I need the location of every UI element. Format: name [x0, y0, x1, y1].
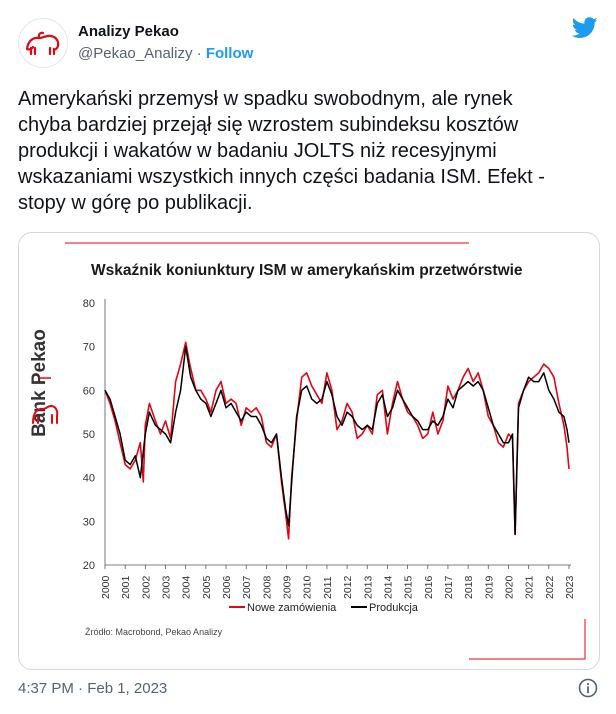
y-tick-label: 70 — [82, 341, 95, 354]
x-tick-label: 2002 — [140, 575, 153, 599]
legend-label: Produkcja — [369, 602, 418, 614]
x-tick-label: 2010 — [301, 575, 314, 599]
author-name[interactable]: Analizy Pekao — [78, 23, 179, 40]
x-tick-label: 2004 — [180, 575, 193, 599]
y-tick-label: 60 — [82, 385, 95, 398]
x-tick-label: 2014 — [382, 575, 395, 599]
tweet-timestamp[interactable]: 4:37 PM · Feb 1, 2023 — [18, 680, 168, 697]
brand-text: Bank Pekao — [29, 329, 50, 437]
x-tick-label: 2017 — [442, 575, 455, 599]
x-tick-label: 2007 — [241, 575, 254, 599]
chart-source: Źródło: Macrobond, Pekao Analizy — [85, 627, 223, 637]
y-tick-label: 20 — [82, 560, 95, 572]
follow-button[interactable]: Follow — [205, 45, 254, 62]
info-icon[interactable] — [578, 678, 598, 698]
tweet-header — [18, 14, 598, 70]
x-tick-label: 2001 — [120, 575, 133, 599]
x-tick-label: 2019 — [483, 575, 496, 599]
x-tick-label: 2023 — [563, 575, 576, 599]
x-tick-label: 2003 — [160, 575, 173, 599]
y-tick-label: 30 — [82, 516, 95, 529]
x-tick-label: 2016 — [422, 575, 435, 599]
plot-area — [83, 262, 576, 637]
tweet-media-image[interactable] — [18, 232, 600, 670]
corner-line-bottom — [469, 619, 585, 659]
author-handle-row — [78, 45, 253, 62]
x-tick-label: 2015 — [402, 575, 415, 599]
bison-logo-icon — [24, 29, 62, 57]
x-tick-label: 2000 — [100, 575, 112, 599]
chart-title: Wskaźnik koniunktury ISM w amerykańskim przetwórstwie — [91, 262, 523, 279]
x-tick-label: 2009 — [281, 575, 294, 599]
tweet-text: Amerykański przemysł w spadku swobodnym, ale rynek chyba bardziej przejął się wzrostem subindeksu kosztów produkcji i wakatów w badaniu JOLTS niż recesyjnymi wskazaniami wszystkich innych części badania ISM. Efekt - stopy w górę po publikacji. — [18, 88, 545, 214]
series-line-nowe-zamowienia — [105, 342, 569, 539]
x-tick-label: 2011 — [321, 576, 334, 599]
x-tick-label: 2005 — [200, 575, 213, 599]
chart — [19, 233, 599, 669]
x-tick-label: 2008 — [261, 575, 274, 599]
x-tick-label: 2012 — [342, 575, 355, 599]
brand-strip — [29, 329, 57, 437]
avatar[interactable] — [18, 18, 68, 68]
y-tick-label: 50 — [82, 429, 95, 441]
author-handle[interactable]: @Pekao_Analizy — [78, 45, 193, 62]
x-tick-label: 2006 — [221, 575, 234, 599]
x-tick-label: 2020 — [503, 575, 516, 599]
y-tick-label: 40 — [82, 472, 95, 485]
x-tick-label: 2013 — [362, 575, 375, 599]
x-tick-label: 2022 — [543, 575, 556, 599]
x-tick-label: 2018 — [463, 575, 476, 599]
x-tick-label: 2021 — [523, 575, 536, 599]
series-line-produkcja — [105, 347, 569, 535]
handle-separator: · — [192, 45, 206, 62]
legend-label: Nowe zamówienia — [247, 602, 337, 614]
y-tick-label: 80 — [82, 298, 95, 310]
twitter-bird-icon[interactable] — [572, 17, 598, 39]
